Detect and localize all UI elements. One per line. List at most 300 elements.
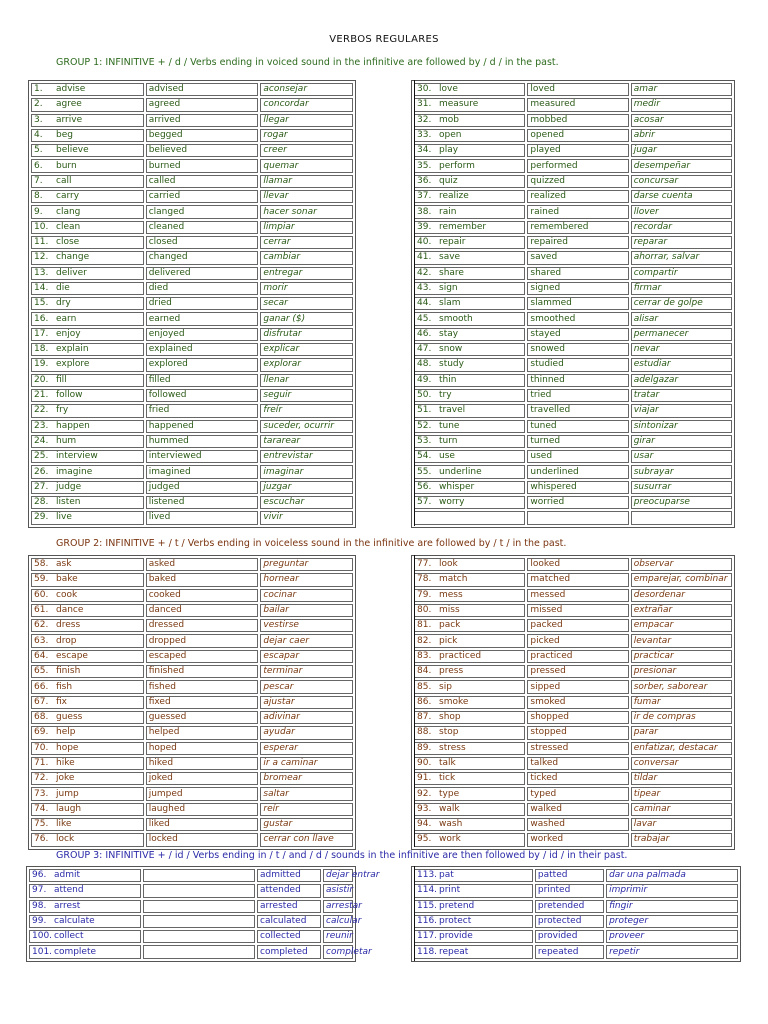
- verb-row: [414, 930, 738, 943]
- verb-past: printed: [535, 884, 604, 897]
- verb-infinitive: [414, 267, 525, 280]
- verb-translation: jugar: [631, 144, 732, 157]
- verb-base: whisper: [439, 481, 475, 492]
- verb-infinitive: [31, 726, 144, 739]
- verb-row: [31, 619, 353, 632]
- verb-past: admitted: [257, 869, 321, 882]
- verb-number: 81.: [417, 620, 432, 631]
- verb-row: [29, 869, 353, 882]
- verb-number: 113.: [417, 870, 438, 881]
- verb-past: baked: [146, 573, 259, 586]
- verb-number: 87.: [417, 712, 432, 723]
- verb-number: 55.: [417, 466, 432, 477]
- verb-number: 2.: [34, 99, 43, 110]
- verb-infinitive: [31, 190, 144, 203]
- verb-infinitive: [414, 481, 525, 494]
- verb-infinitive: [414, 772, 525, 785]
- verb-infinitive: [31, 328, 144, 341]
- verb-infinitive: [29, 884, 141, 897]
- verb-past: advised: [146, 83, 259, 96]
- verb-row: [31, 420, 353, 433]
- verb-infinitive: [414, 450, 525, 463]
- verb-infinitive: [414, 945, 533, 958]
- verb-past: fried: [146, 404, 259, 417]
- verb-row: [414, 589, 732, 602]
- group3-heading: GROUP 3: INFINITIVE + / id / Verbs ending in / t / and / d / sounds in the infinitive are then followed by / id / in their past.: [56, 850, 628, 861]
- verb-row: [31, 175, 353, 188]
- verb-infinitive: [414, 511, 525, 524]
- verb-number: 15.: [34, 298, 49, 309]
- verb-translation: secar: [260, 297, 353, 310]
- verb-row: [414, 465, 732, 478]
- verb-infinitive: [414, 98, 525, 111]
- verb-number: 69.: [34, 727, 49, 738]
- page-title: VERBOS REGULARES: [329, 34, 439, 45]
- verb-row: [414, 481, 732, 494]
- verb-infinitive: [414, 358, 525, 371]
- verb-translation: emparejar, combinar: [631, 573, 732, 586]
- verb-number: 58.: [34, 559, 49, 570]
- verb-row: [31, 236, 353, 249]
- verb-past: repeated: [535, 945, 604, 958]
- verb-translation: aconsejar: [260, 83, 353, 96]
- verb-row: [31, 511, 353, 524]
- verb-infinitive: [31, 619, 144, 632]
- verb-number: 51.: [417, 405, 432, 416]
- verb-base: call: [56, 175, 72, 186]
- verb-translation: compartir: [631, 267, 732, 280]
- verb-base: tick: [439, 773, 456, 784]
- verb-row: [31, 374, 353, 387]
- verb-number: 98.: [32, 900, 47, 911]
- verb-infinitive: [414, 930, 533, 943]
- verb-past: stayed: [527, 328, 628, 341]
- verb-base: walk: [439, 803, 460, 814]
- verb-row: [414, 496, 732, 509]
- verb-base: fry: [56, 405, 69, 416]
- verb-row: [31, 129, 353, 142]
- verb-row: [414, 83, 732, 96]
- verb-base: happen: [56, 420, 90, 431]
- verb-infinitive: [414, 803, 525, 816]
- verb-row: [31, 282, 353, 295]
- verb-infinitive: [31, 511, 144, 524]
- verb-base: burn: [56, 160, 77, 171]
- verb-translation: llegar: [260, 114, 353, 127]
- verb-base: match: [439, 574, 468, 585]
- verb-past: clanged: [146, 205, 259, 218]
- verb-past: followed: [146, 389, 259, 402]
- verb-infinitive: [414, 343, 525, 356]
- verb-base: stop: [439, 727, 459, 738]
- verb-translation: tipear: [631, 787, 732, 800]
- verb-row: [31, 680, 353, 693]
- verb-number: 56.: [417, 481, 432, 492]
- verb-base: mess: [439, 589, 463, 600]
- verb-base: press: [439, 666, 464, 677]
- verb-base: slam: [439, 298, 461, 309]
- verb-past: calculated: [257, 915, 321, 928]
- verb-row: [31, 496, 353, 509]
- verb-past: begged: [146, 129, 259, 142]
- verb-base: talk: [439, 758, 456, 768]
- verb-row: [31, 481, 353, 494]
- verb-row: [414, 742, 732, 755]
- verb-past: earned: [146, 312, 259, 325]
- verb-base: help: [56, 727, 76, 738]
- verb-translation: sintonizar: [631, 420, 732, 433]
- verb-past: played: [527, 144, 628, 157]
- verb-number: 11.: [34, 237, 49, 248]
- verb-translation: terminar: [260, 665, 353, 678]
- verb-translation: parar: [631, 726, 732, 739]
- verb-row: [31, 818, 353, 831]
- verb-infinitive: [29, 915, 141, 928]
- verb-translation: disfrutar: [260, 328, 353, 341]
- verb-number: 24.: [34, 435, 49, 446]
- verb-row: [414, 205, 732, 218]
- verb-row: [414, 190, 732, 203]
- verb-past: dressed: [146, 619, 259, 632]
- verb-translation: proteger: [606, 915, 738, 928]
- verb-translation: darse cuenta: [631, 190, 732, 203]
- verb-number: 30.: [417, 84, 432, 95]
- verb-row: [414, 726, 732, 739]
- verb-infinitive: [31, 787, 144, 800]
- verb-number: 91.: [417, 773, 432, 784]
- verb-base: believe: [56, 145, 89, 156]
- verb-row: [31, 803, 353, 816]
- verb-translation: saltar: [260, 787, 353, 800]
- verb-row: [414, 282, 732, 295]
- verb-infinitive: [414, 558, 525, 571]
- verb-row: [414, 945, 738, 958]
- verb-row: [31, 589, 353, 602]
- verb-row: [414, 312, 732, 325]
- verb-past: agreed: [146, 98, 259, 111]
- verb-past: attended: [257, 884, 321, 897]
- verb-number: 13.: [34, 267, 49, 278]
- verb-number: 50.: [417, 390, 432, 401]
- group3-right-table: [411, 866, 741, 962]
- verb-past: [527, 511, 628, 524]
- verb-infinitive: [31, 312, 144, 325]
- verb-past: judged: [146, 481, 259, 494]
- verb-translation: reparar: [631, 236, 732, 249]
- verb-row: [414, 619, 732, 632]
- verb-number: 28.: [34, 497, 49, 508]
- verb-translation: conversar: [631, 757, 732, 770]
- verb-row: [31, 665, 353, 678]
- verb-past: tried: [527, 389, 628, 402]
- verb-infinitive: [31, 358, 144, 371]
- verb-infinitive: [414, 696, 525, 709]
- verb-number: 52.: [417, 420, 432, 431]
- verb-past: shared: [527, 267, 628, 280]
- verb-number: 114.: [417, 885, 438, 896]
- verb-number: 90.: [417, 758, 432, 768]
- verb-infinitive: [31, 634, 144, 647]
- verb-base: explore: [56, 359, 90, 370]
- verb-base: clang: [56, 206, 81, 217]
- verb-number: 68.: [34, 712, 49, 723]
- verb-translation: adelgazar: [631, 374, 732, 387]
- verb-past: walked: [527, 803, 628, 816]
- verb-row: [414, 869, 738, 882]
- verb-infinitive: [31, 604, 144, 617]
- verb-past: believed: [146, 144, 259, 157]
- verb-translation: amar: [631, 83, 732, 96]
- verb-number: 67.: [34, 696, 49, 707]
- verb-past: cooked: [146, 589, 259, 602]
- verb-base: underline: [439, 466, 482, 477]
- verb-past: packed: [527, 619, 628, 632]
- verb-translation: cocinar: [260, 589, 353, 602]
- verb-row: [414, 144, 732, 157]
- verb-number: 45.: [417, 313, 432, 324]
- verb-number: 4.: [34, 130, 43, 141]
- verb-row: [414, 358, 732, 371]
- verb-past: shopped: [527, 711, 628, 724]
- verb-infinitive: [31, 803, 144, 816]
- verb-infinitive: [414, 114, 525, 127]
- verb-number: 42.: [417, 267, 432, 278]
- verb-number: 116.: [417, 916, 438, 927]
- verb-base: travel: [439, 405, 466, 416]
- verb-past: pretended: [535, 900, 604, 913]
- verb-row: [414, 236, 732, 249]
- verb-past: listened: [146, 496, 259, 509]
- verb-row: [31, 787, 353, 800]
- verb-infinitive: [414, 83, 525, 96]
- verb-translation: cerrar de golpe: [631, 297, 732, 310]
- verb-base: earn: [56, 313, 77, 324]
- verb-past: measured: [527, 98, 628, 111]
- verb-translation: pescar: [260, 680, 353, 693]
- verb-infinitive: [414, 711, 525, 724]
- verb-translation: limpiar: [260, 221, 353, 234]
- verb-infinitive: [414, 869, 533, 882]
- verb-row: [414, 511, 732, 524]
- verb-past: remembered: [527, 221, 628, 234]
- verb-number: 93.: [417, 803, 432, 814]
- verb-infinitive: [414, 573, 525, 586]
- verb-row: [414, 558, 732, 571]
- verb-infinitive: [414, 634, 525, 647]
- verb-base: finish: [56, 666, 81, 677]
- verb-number: 22.: [34, 405, 49, 416]
- verb-translation: ajustar: [260, 696, 353, 709]
- verb-past: pressed: [527, 665, 628, 678]
- verb-translation: sorber, saborear: [631, 680, 732, 693]
- verb-past: fished: [146, 680, 259, 693]
- verb-translation: ahorrar, salvar: [631, 251, 732, 264]
- verb-base: mob: [439, 114, 459, 125]
- verb-translation: firmar: [631, 282, 732, 295]
- verb-number: 76.: [34, 834, 49, 845]
- column-divider: [414, 80, 415, 526]
- verb-past: changed: [146, 251, 259, 264]
- verb-base: perform: [439, 160, 475, 171]
- verb-number: 53.: [417, 435, 432, 446]
- verb-number: 32.: [417, 114, 432, 125]
- verb-infinitive: [31, 496, 144, 509]
- verb-row: [414, 114, 732, 127]
- verb-number: 29.: [34, 512, 49, 523]
- verb-base: fill: [56, 374, 67, 385]
- verb-number: 34.: [417, 145, 432, 156]
- verb-translation: imprimir: [606, 884, 738, 897]
- verb-row: [414, 711, 732, 724]
- verb-translation: llevar: [260, 190, 353, 203]
- verb-translation: hornear: [260, 573, 353, 586]
- verb-past: missed: [527, 604, 628, 617]
- verb-number: 19.: [34, 359, 49, 370]
- verb-row: [31, 312, 353, 325]
- verb-translation: ir de compras: [631, 711, 732, 724]
- verb-past: completed: [257, 945, 321, 958]
- verb-past: washed: [527, 818, 628, 831]
- verb-infinitive: [31, 818, 144, 831]
- verb-translation: nevar: [631, 343, 732, 356]
- verb-translation: tildar: [631, 772, 732, 785]
- verb-number: 18.: [34, 344, 49, 355]
- verb-infinitive: [31, 420, 144, 433]
- verb-infinitive: [414, 915, 533, 928]
- verb-number: 65.: [34, 666, 49, 677]
- verb-translation: desempeñar: [631, 159, 732, 172]
- verb-row: [414, 251, 732, 264]
- verb-number: 14.: [34, 283, 49, 293]
- verb-row: [31, 297, 353, 310]
- verb-translation: reír: [260, 803, 353, 816]
- verb-infinitive: [414, 236, 525, 249]
- verb-row: [414, 159, 732, 172]
- verb-infinitive: [31, 573, 144, 586]
- verb-translation: ayudar: [260, 726, 353, 739]
- verb-translation: usar: [631, 450, 732, 463]
- verb-infinitive: [414, 650, 525, 663]
- verb-base: arrest: [54, 900, 81, 911]
- verb-translation: medir: [631, 98, 732, 111]
- verb-infinitive: [31, 833, 144, 846]
- verb-translation: quemar: [260, 159, 353, 172]
- verb-infinitive: [414, 818, 525, 831]
- verb-row: [31, 83, 353, 96]
- verb-base: jump: [56, 788, 79, 799]
- verb-base: study: [439, 359, 464, 370]
- verb-past: collected: [257, 930, 321, 943]
- verb-base: pretend: [439, 900, 475, 911]
- verb-infinitive: [31, 236, 144, 249]
- verb-infinitive: [414, 205, 525, 218]
- verb-past: slammed: [527, 297, 628, 310]
- verb-past: liked: [146, 818, 259, 831]
- verb-past: dropped: [146, 634, 259, 647]
- verb-translation: reunir: [323, 930, 353, 943]
- verb-number: 118.: [417, 946, 438, 957]
- verb-row: [31, 404, 353, 417]
- verb-row: [31, 604, 353, 617]
- verb-row: [31, 634, 353, 647]
- verb-infinitive: [31, 83, 144, 96]
- verb-number: 3.: [34, 114, 43, 125]
- verb-translation: asistir: [323, 884, 353, 897]
- verb-base: cook: [56, 589, 78, 600]
- verb-base: use: [439, 451, 455, 462]
- spacer-cell: [143, 930, 255, 943]
- verb-number: 40.: [417, 237, 432, 248]
- verb-past: tuned: [527, 420, 628, 433]
- verb-base: collect: [54, 931, 84, 942]
- verb-base: live: [56, 512, 72, 523]
- verb-past: delivered: [146, 267, 259, 280]
- verb-translation: freír: [260, 404, 353, 417]
- verb-past: messed: [527, 589, 628, 602]
- verb-translation: creer: [260, 144, 353, 157]
- verb-translation: llenar: [260, 374, 353, 387]
- verb-base: provide: [439, 931, 473, 942]
- verb-past: finished: [146, 665, 259, 678]
- verb-base: escape: [56, 650, 88, 661]
- verb-past: interviewed: [146, 450, 259, 463]
- verb-base: print: [439, 885, 461, 896]
- verb-translation: explicar: [260, 343, 353, 356]
- verb-base: stay: [439, 328, 459, 339]
- verb-number: 72.: [34, 773, 49, 784]
- verb-number: 1.: [34, 84, 43, 95]
- verb-row: [31, 114, 353, 127]
- verb-row: [29, 945, 353, 958]
- verb-past: jumped: [146, 787, 259, 800]
- verb-translation: [631, 511, 732, 524]
- verb-base: laugh: [56, 803, 82, 814]
- verb-base: lock: [56, 834, 75, 845]
- verb-past: provided: [535, 930, 604, 943]
- verb-number: 89.: [417, 742, 432, 753]
- verb-base: share: [439, 267, 464, 278]
- verb-past: saved: [527, 251, 628, 264]
- verb-base: snow: [439, 344, 463, 355]
- verb-translation: fumar: [631, 696, 732, 709]
- verb-translation: caminar: [631, 803, 732, 816]
- verb-base: pack: [439, 620, 461, 631]
- verb-past: smoked: [527, 696, 628, 709]
- verb-base: change: [56, 252, 90, 263]
- verb-number: 96.: [32, 870, 47, 881]
- verb-number: 79.: [417, 589, 432, 600]
- verb-infinitive: [414, 389, 525, 402]
- verb-base: look: [439, 559, 458, 570]
- verb-number: 80.: [417, 605, 432, 616]
- verb-row: [414, 297, 732, 310]
- verb-row: [31, 726, 353, 739]
- verb-past: guessed: [146, 711, 259, 724]
- verb-past: lived: [146, 511, 259, 524]
- verb-base: arrive: [56, 114, 83, 125]
- verb-row: [414, 573, 732, 586]
- verb-row: [414, 915, 738, 928]
- verb-row: [29, 915, 353, 928]
- verb-past: escaped: [146, 650, 259, 663]
- spacer-cell: [143, 869, 255, 882]
- verb-past: explained: [146, 343, 259, 356]
- verb-base: enjoy: [56, 328, 81, 339]
- verb-translation: llamar: [260, 175, 353, 188]
- verb-number: 8.: [34, 191, 43, 202]
- verb-base: sign: [439, 283, 458, 293]
- verb-number: 92.: [417, 788, 432, 799]
